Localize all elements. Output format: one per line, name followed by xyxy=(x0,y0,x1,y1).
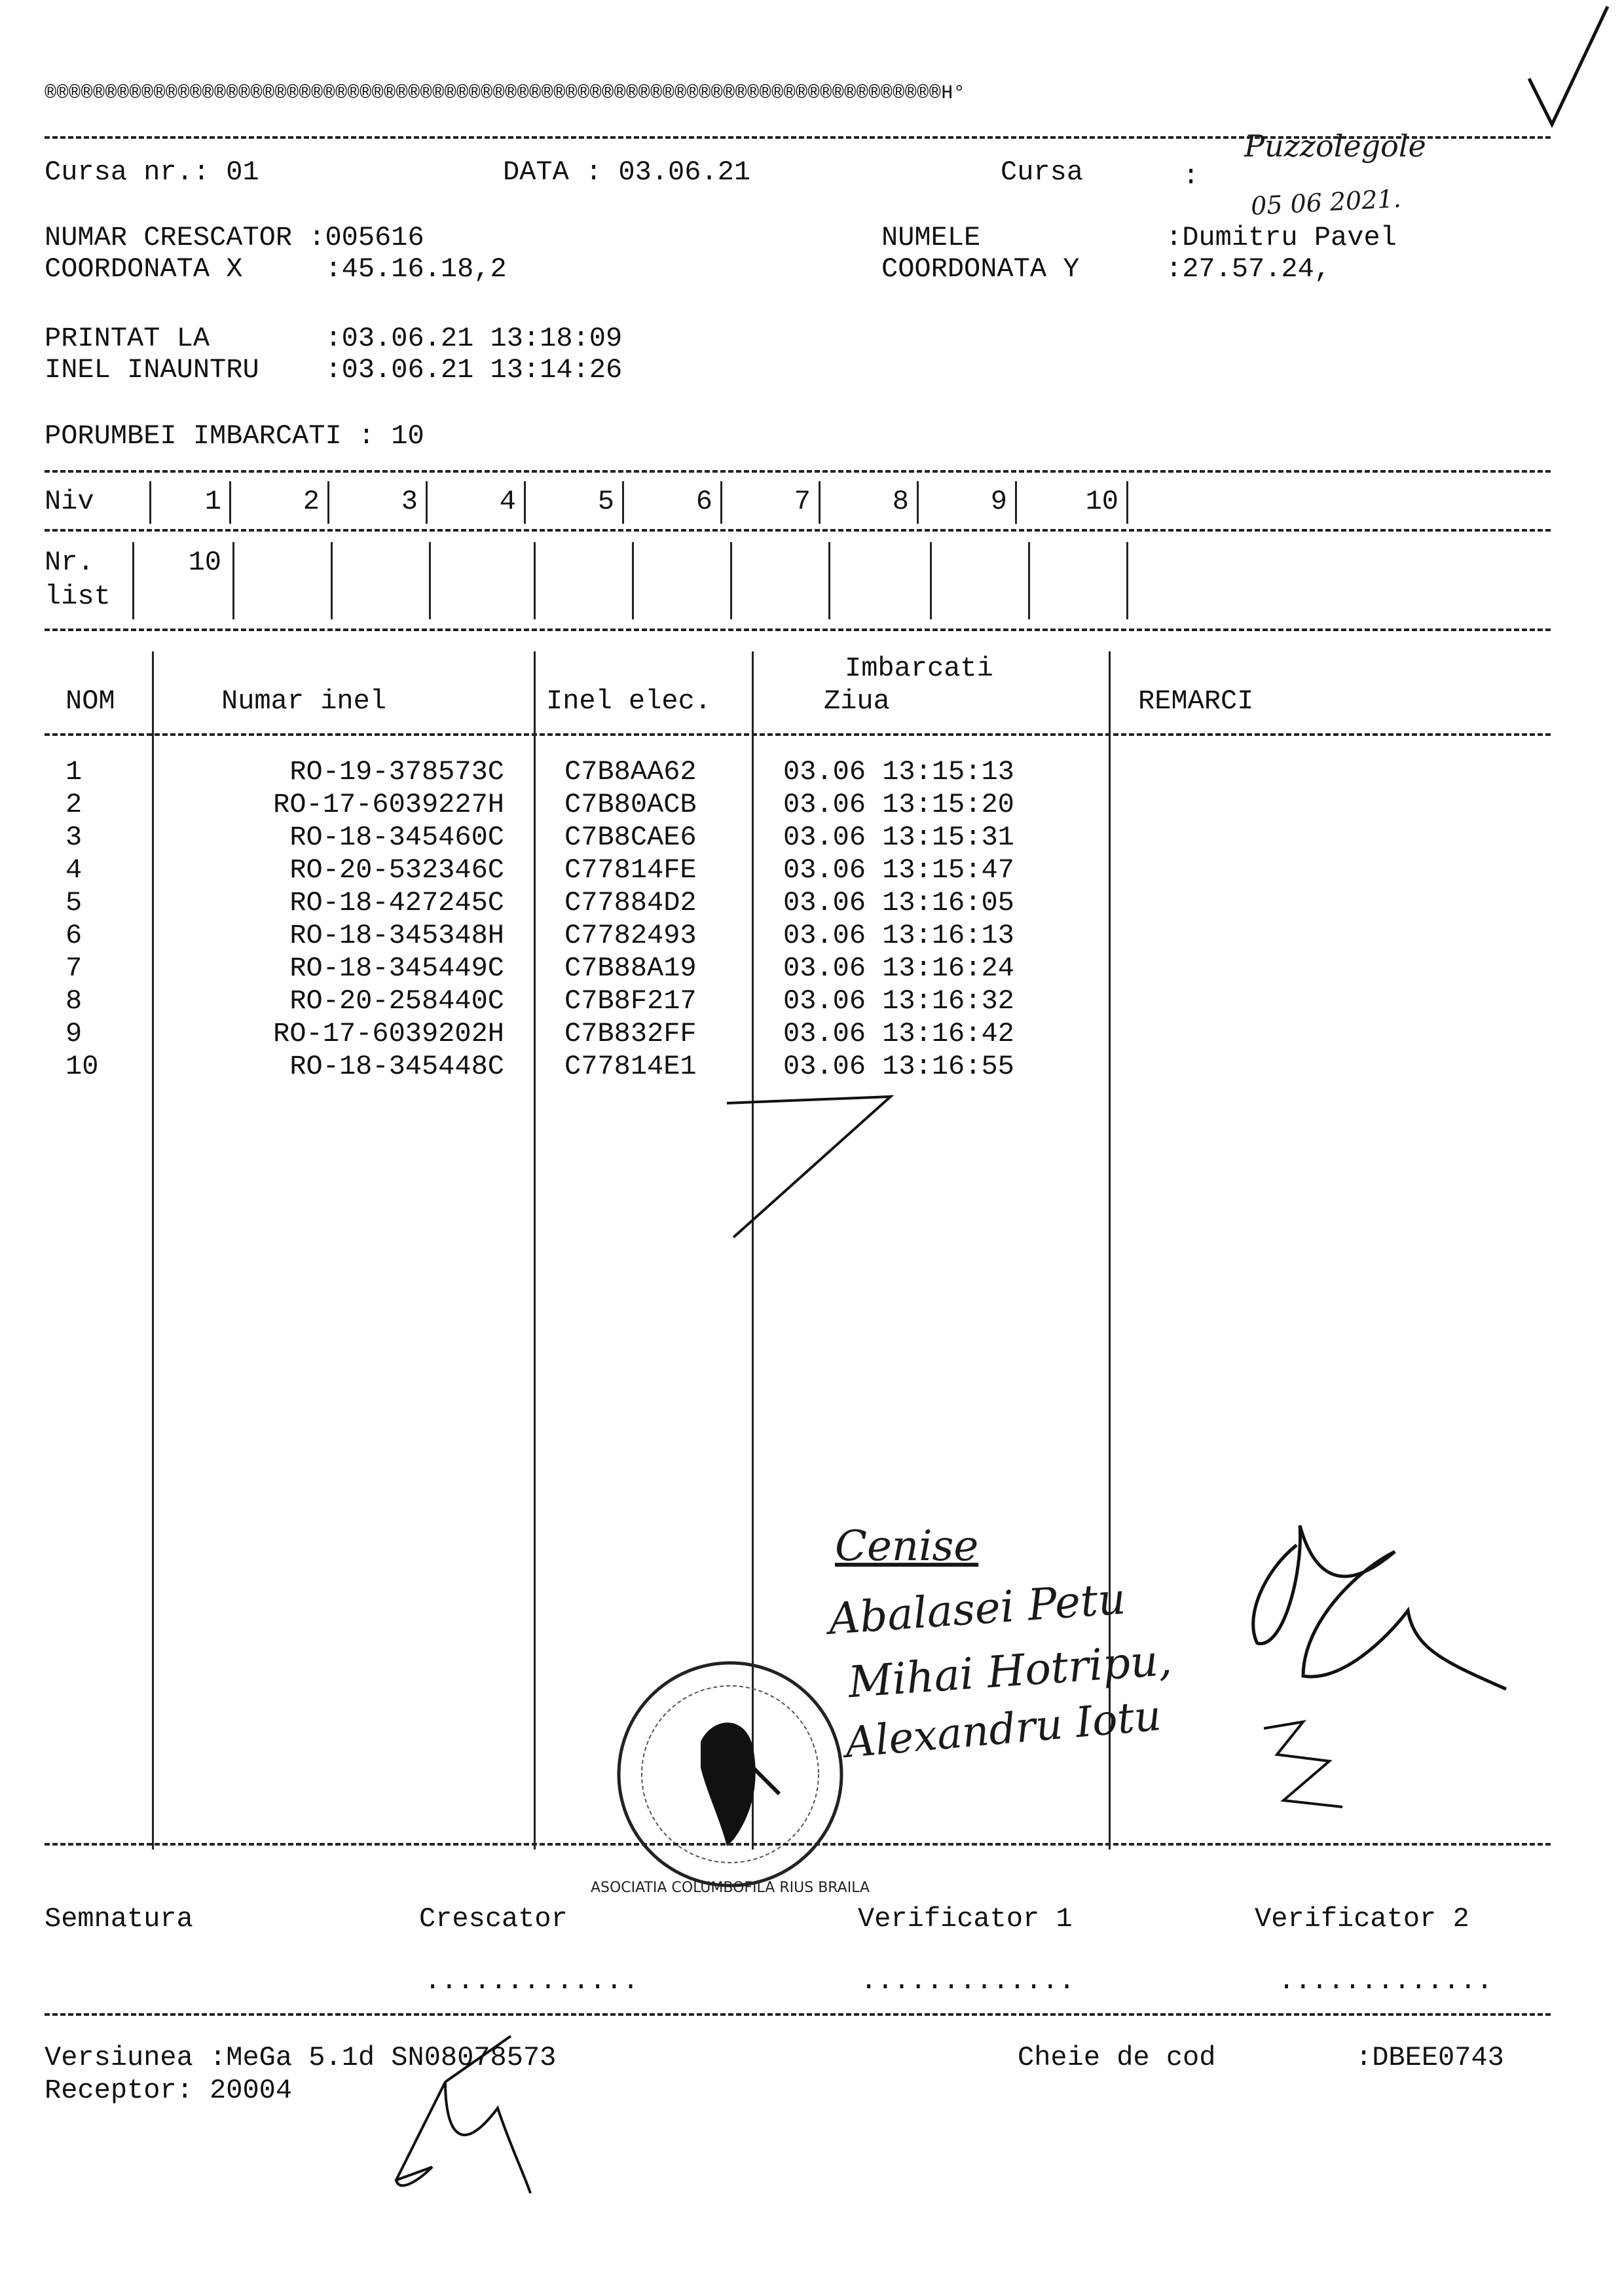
signature-icon xyxy=(1264,1722,1342,1807)
row-elec: C7B832FF xyxy=(564,1018,697,1049)
col-day: Ziua xyxy=(824,685,890,717)
niv-level: 9 xyxy=(990,486,1007,517)
column-separator xyxy=(524,481,526,524)
row-nom: 1 xyxy=(65,756,83,788)
name-label: NUMELE xyxy=(881,222,981,253)
signature-label: Semnatura xyxy=(45,1903,193,1935)
row-elec: C77884D2 xyxy=(564,887,697,919)
row-time: 03.06 13:15:31 xyxy=(783,822,1014,853)
column-separator xyxy=(917,481,919,524)
name-value: :Dumitru Pavel xyxy=(1166,222,1397,253)
row-ring: RO-18-345460C xyxy=(289,822,504,853)
verifier1-label: Verificator 1 xyxy=(858,1903,1073,1935)
printed-at: PRINTAT LA :03.06.21 13:18:09 xyxy=(45,323,623,354)
row-ring: RO-18-345348H xyxy=(289,920,504,951)
row-elec: C7B80ACB xyxy=(564,789,697,820)
column-separator xyxy=(152,651,154,1850)
row-nom: 7 xyxy=(65,953,83,984)
column-separator xyxy=(752,651,754,1850)
nr-list-value: 10 xyxy=(188,547,221,578)
verifier2-dots: ............. xyxy=(1278,1965,1493,1997)
row-ring: RO-18-345449C xyxy=(289,953,504,984)
divider xyxy=(45,2013,1551,2016)
row-time: 03.06 13:15:13 xyxy=(783,756,1014,788)
cursa-colon: : xyxy=(1183,160,1200,192)
breeder-signature-dots: ............. xyxy=(424,1965,639,1997)
race-number: Cursa nr.: 01 xyxy=(45,156,259,188)
code-value: :DBEE0743 xyxy=(1356,2042,1504,2073)
niv-level: 1 xyxy=(204,486,221,517)
breeder-signature-label: Crescator xyxy=(419,1903,568,1935)
niv-level: 8 xyxy=(892,486,909,517)
niv-level: 4 xyxy=(499,486,516,517)
col-embarked: Imbarcati xyxy=(845,653,993,684)
column-separator xyxy=(534,651,536,1850)
race-date: DATA : 03.06.21 xyxy=(503,156,751,188)
breeder-number: NUMAR CRESCATOR :005616 xyxy=(45,222,424,253)
handwritten-note: Mihai Hotripu, xyxy=(846,1634,1173,1708)
stamp-text: ASOCIATIA COLUMBOFILA RIUS BRAILA xyxy=(590,1880,870,1896)
row-time: 03.06 13:16:42 xyxy=(783,1018,1014,1049)
row-nom: 6 xyxy=(65,920,83,951)
row-nom: 9 xyxy=(65,1018,83,1049)
row-ring: RO-18-345448C xyxy=(289,1051,504,1082)
row-time: 03.06 13:15:20 xyxy=(783,789,1014,820)
niv-level: 6 xyxy=(695,486,712,517)
receiver: Receptor: 20004 xyxy=(45,2075,293,2106)
row-ring: RO-20-258440C xyxy=(289,985,504,1017)
column-separator xyxy=(149,481,151,524)
niv-level: 2 xyxy=(303,486,320,517)
row-elec: C7B8F217 xyxy=(564,985,697,1017)
column-separator xyxy=(426,481,428,524)
row-ring: RO-17-6039202H xyxy=(273,1018,504,1049)
col-nom: NOM xyxy=(65,685,115,717)
nr-list-label: list xyxy=(45,581,111,612)
niv-level: 7 xyxy=(794,486,811,517)
col-elec: Inel elec. xyxy=(546,685,712,717)
niv-level: 3 xyxy=(401,486,418,517)
coord-y-value: :27.57.24, xyxy=(1166,253,1331,285)
ring-inside: INEL INAUNTRU :03.06.21 13:14:26 xyxy=(45,354,623,386)
software-version: Versiunea :MeGa 5.1d SN08078573 xyxy=(45,2042,557,2073)
column-separator xyxy=(327,481,329,524)
column-separator xyxy=(632,542,634,619)
column-separator xyxy=(1015,481,1017,524)
divider xyxy=(45,733,1551,736)
column-separator xyxy=(622,481,624,524)
column-separator xyxy=(828,542,830,619)
row-nom: 10 xyxy=(65,1051,99,1082)
signature-icon xyxy=(1253,1525,1506,1689)
column-separator xyxy=(720,481,722,524)
row-elec: C7782493 xyxy=(564,920,697,951)
divider xyxy=(45,1843,1551,1846)
row-time: 03.06 13:16:05 xyxy=(783,887,1014,919)
column-separator xyxy=(229,481,231,524)
pigeons-embarked: PORUMBEI IMBARCATI : 10 xyxy=(45,420,424,452)
code-label: Cheie de cod xyxy=(1018,2042,1216,2073)
niv-level: 10 xyxy=(1085,486,1118,517)
row-time: 03.06 13:16:55 xyxy=(783,1051,1014,1082)
nr-list-label: Nr. xyxy=(45,547,94,578)
row-elec: C7B8CAE6 xyxy=(564,822,697,853)
pigeon-icon xyxy=(701,1722,756,1846)
row-ring: RO-17-6039227H xyxy=(273,789,504,820)
verifier2-label: Verificator 2 xyxy=(1255,1903,1469,1935)
row-time: 03.06 13:16:13 xyxy=(783,920,1014,951)
row-time: 03.06 13:16:24 xyxy=(783,953,1014,984)
row-time: 03.06 13:15:47 xyxy=(783,854,1014,886)
row-nom: 5 xyxy=(65,887,83,919)
row-elec: C77814E1 xyxy=(564,1051,697,1082)
header-marks: ®®®®®®®®®®®®®®®®®®®®®®®®®®®®®®®®®®®®®®®®®®®®®®®®®®®®®®®®®®®®®®®®®®®®®®®®®®H° xyxy=(45,82,966,105)
row-elec: C7B8AA62 xyxy=(564,756,697,788)
handwritten-date: 05 06 2021. xyxy=(1250,184,1402,221)
column-separator xyxy=(1126,481,1128,524)
handwritten-note: Cenise xyxy=(835,1522,979,1571)
column-separator xyxy=(930,542,932,619)
coord-x: COORDONATA X :45.16.18,2 xyxy=(45,253,507,285)
column-separator xyxy=(331,542,333,619)
niv-level: 5 xyxy=(597,486,614,517)
column-separator xyxy=(730,542,732,619)
check-mark-icon xyxy=(1529,7,1608,124)
row-time: 03.06 13:16:32 xyxy=(783,985,1014,1017)
verifier1-dots: ............. xyxy=(860,1965,1075,1997)
cursa-label: Cursa xyxy=(1001,156,1084,188)
row-nom: 8 xyxy=(65,985,83,1017)
row-nom: 2 xyxy=(65,789,83,820)
column-separator xyxy=(232,542,234,619)
column-separator xyxy=(1126,542,1128,619)
row-elec: C7B88A19 xyxy=(564,953,697,984)
column-separator xyxy=(819,481,821,524)
row-ring: RO-20-532346C xyxy=(289,854,504,886)
column-separator xyxy=(429,542,431,619)
col-remarks: REMARCI xyxy=(1138,685,1254,717)
association-stamp xyxy=(591,1663,870,1896)
row-nom: 4 xyxy=(65,854,83,886)
divider xyxy=(45,529,1551,532)
divider xyxy=(45,470,1551,473)
col-ring: Numar inel xyxy=(221,685,387,717)
column-separator xyxy=(1028,542,1030,619)
handwritten-note: Abalasei Petu xyxy=(826,1573,1128,1645)
row-ring: RO-19-378573C xyxy=(289,756,504,788)
handwritten-note: Alexandru Iotu xyxy=(843,1692,1164,1768)
column-separator xyxy=(534,542,536,619)
divider xyxy=(45,629,1551,631)
niv-label: Niv xyxy=(45,486,94,517)
column-separator xyxy=(132,542,134,619)
row-nom: 3 xyxy=(65,822,83,853)
coord-y-label: COORDONATA Y xyxy=(881,253,1080,285)
handwritten-race-name: Puzzolegole xyxy=(1244,128,1426,164)
row-elec: C77814FE xyxy=(564,854,697,886)
row-ring: RO-18-427245C xyxy=(289,887,504,919)
